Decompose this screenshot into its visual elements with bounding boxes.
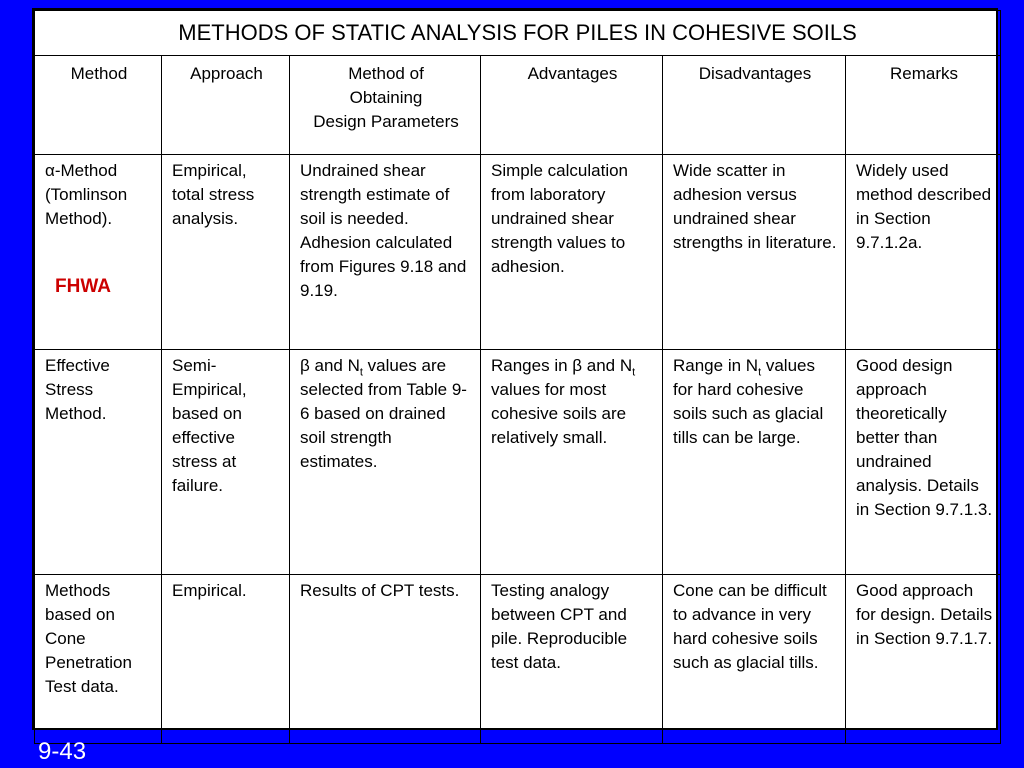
cell-disadvantages: Wide scatter in adhesion versus undrained shear strengths in literature.	[663, 155, 846, 350]
params-text-pre: β and N	[300, 356, 360, 375]
header-advantages: Advantages	[481, 56, 663, 155]
header-remarks: Remarks	[846, 56, 1001, 155]
cell-disadvantages: Cone can be difficult to advance in very hard cohesive soils such as glacial tills.	[663, 575, 846, 744]
params-text-post: values are selected from Table 9-6 based on drained soil strength estimates.	[300, 356, 467, 471]
fhwa-logo: FHWA	[55, 276, 111, 297]
table-row	[35, 350, 1001, 575]
adv-text-post: values for most cohesive soils are relatively small.	[491, 356, 645, 447]
cell-remarks: Widely used method described in Section 9.7.1.2a.	[846, 155, 1001, 350]
cell-advantages: Testing analogy between CPT and pile. Reproducible test data.	[481, 575, 663, 744]
cell-design-parameters	[290, 350, 481, 575]
table-row	[35, 155, 1001, 350]
cell-approach: Empirical.	[162, 575, 290, 744]
params-subscript: t	[359, 366, 363, 379]
cell-design-parameters: Undrained shear strength estimate of soil is needed. Adhesion calculated from Figures 9.18 and 9.19.	[290, 155, 481, 350]
cell-approach: Semi-Empirical, based on effective stress at failure.	[162, 350, 290, 575]
cell-method: Effective Stress Method.	[35, 350, 162, 575]
cell-remarks: Good approach for design. Details in Section 9.7.1.7.	[846, 575, 1001, 744]
page-number: 9-43	[38, 738, 87, 765]
header-params-line-3: Design Parameters	[313, 112, 459, 131]
method-text: α-Method (Tomlinson Method).	[45, 161, 128, 228]
cell-remarks: Good design approach theoretically better than undrained analysis. Details in Section 9.7.1.3.	[846, 350, 1001, 575]
header-params-line-1: Method of	[348, 64, 424, 83]
cell-design-parameters: Results of CPT tests.	[290, 575, 481, 744]
cell-method	[35, 155, 162, 350]
dis-text-post: values for hard cohesive soils such as glacial tills can be large.	[673, 356, 824, 447]
header-params-line-2: Obtaining	[349, 88, 423, 107]
cell-method: Methods based on Cone Penetration Test data.	[35, 575, 162, 744]
header-disadvantages: Disadvantages	[663, 56, 846, 155]
cell-advantages	[481, 350, 663, 575]
table-title: METHODS OF STATIC ANALYSIS FOR PILES IN COHESIVE SOILS	[35, 11, 1001, 56]
header-row	[35, 56, 1001, 155]
cell-approach: Empirical, total stress analysis.	[162, 155, 290, 350]
header-method: Method	[35, 56, 162, 155]
cell-advantages: Simple calculation from laboratory undrained shear strength values to adhesion.	[481, 155, 663, 350]
dis-text-pre: Range in N	[673, 356, 759, 375]
cell-disadvantages	[663, 350, 846, 575]
methods-table-container	[32, 8, 998, 730]
adv-subscript: t	[632, 366, 636, 379]
title-row	[35, 11, 1001, 56]
header-design-parameters	[290, 56, 481, 155]
methods-table	[34, 10, 1001, 744]
adv-text-pre: Ranges in β and N	[491, 356, 633, 375]
dis-subscript: t	[758, 366, 762, 379]
header-approach: Approach	[162, 56, 290, 155]
table-row	[35, 575, 1001, 744]
